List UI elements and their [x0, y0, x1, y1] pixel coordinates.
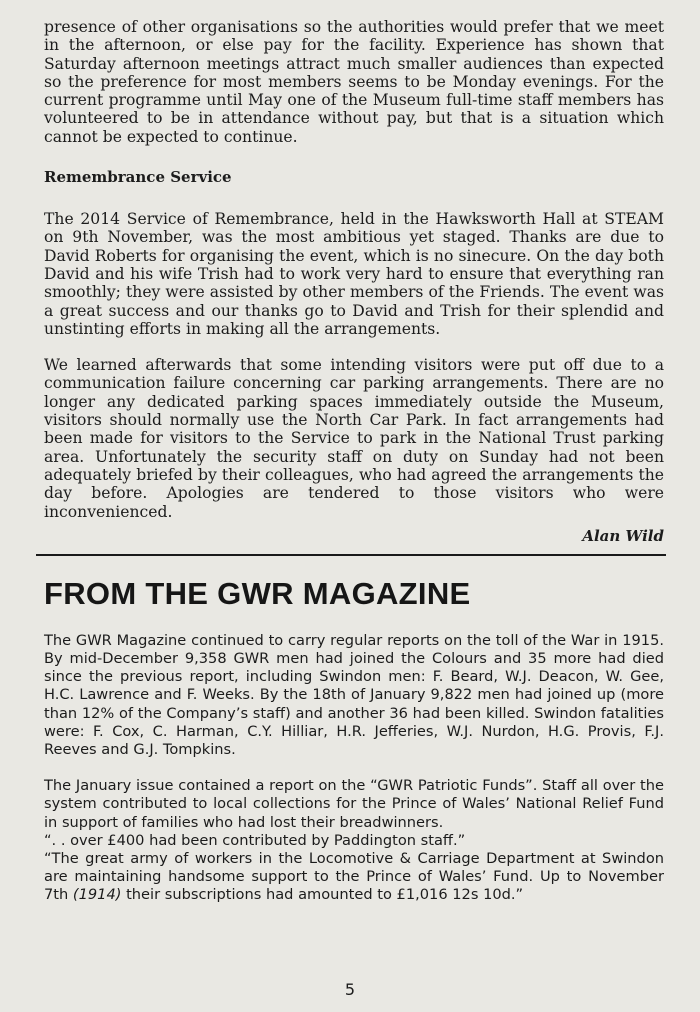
gwr-paragraph-2-block — [44, 777, 664, 904]
remembrance-heading: Remembrance Service — [44, 168, 232, 187]
gwr-section-title: FROM THE GWR MAGAZINE — [44, 575, 471, 611]
gwr-quote-1: “. . over £400 had been contributed by Paddington staff.” — [44, 831, 466, 849]
author-signature: Alan Wild — [582, 526, 664, 545]
gwr-quote-2-year: (1914) — [72, 886, 122, 904]
gwr-paragraph-1: The GWR Magazine continued to carry regular reports on the toll of the War in 1915. By mid-December 9,358 GWR men had joined the Colours and 35 more had died since the previous report, including Swindon men: F. Beard, W.J. Deacon, W. Gee, H.C. Lawrence and F. Weeks. By the 18th of January 9,822 men had joined up (more than 12% of the Company’s staff) and another 36 had been killed. Swindon fatalities were: F. Cox, C. Harman, C.Y. Hilliar, H.R. Jefferies, W.J. Nurdon, H.G. Provis, F.J. Reeves and G.J. Tompkins. — [44, 631, 664, 759]
page-number: 5 — [344, 980, 356, 999]
gwr-quote-2-end: their subscriptions had amounted to £1,016 12s 10d.” — [121, 886, 524, 904]
remembrance-paragraph-2: We learned afterwards that some intending visitors were put off due to a communication failure concerning car parking arrangements. There are no longer any dedicated parking spaces immediately outside the Museum, visitors should normally use the North Car Park. In fact arrangements had been made for visitors to the Service to park in the National Trust parking area. Unfortunately the security staff on duty on Sunday had not been adequately briefed by their colleagues, who had agreed the arrangements the day before. Apologies are tendered to those visitors who were inconvenienced. — [44, 356, 664, 521]
gwr-paragraph-2: The January issue contained a report on the “GWR Patriotic Funds”. Staff all over the system contributed to local collections for the Prince of Wales’ National Relief Fund in support of families who had lost their breadwinners. — [44, 777, 664, 831]
gwr-quote-2 — [44, 850, 664, 905]
intro-paragraph: presence of other organisations so the authorities would prefer that we meet in the afternoon, or else pay for the facility. Experience has shown that Saturday afternoon meetings attract much smaller audiences than expected so the preference for most members seems to be Monday evenings. For the current programme until May one of the Museum full-time staff members has volunteered to be in attendance without pay, but that is a situation which cannot be expected to continue. — [44, 18, 664, 146]
remembrance-paragraph-1: The 2014 Service of Remembrance, held in the Hawksworth Hall at STEAM on 9th November, was the most ambitious yet staged. Thanks are due to David Roberts for organising the event, which is no sinecure. On the day both David and his wife Trish had to work very hard to ensure that everything ran smoothly; they were assisted by other members of the Friends. The event was a great success and our thanks go to David and Trish for their splendid and unstinting efforts in making all the arrangements. — [44, 210, 664, 338]
section-divider — [36, 554, 666, 556]
gwr-quote-2-start: “The great army of workers in the Locomotive & Carriage Department at Swindon are maintaining handsome support to the Prince of Wales’ Fund. Up to November 7th — [44, 850, 664, 904]
